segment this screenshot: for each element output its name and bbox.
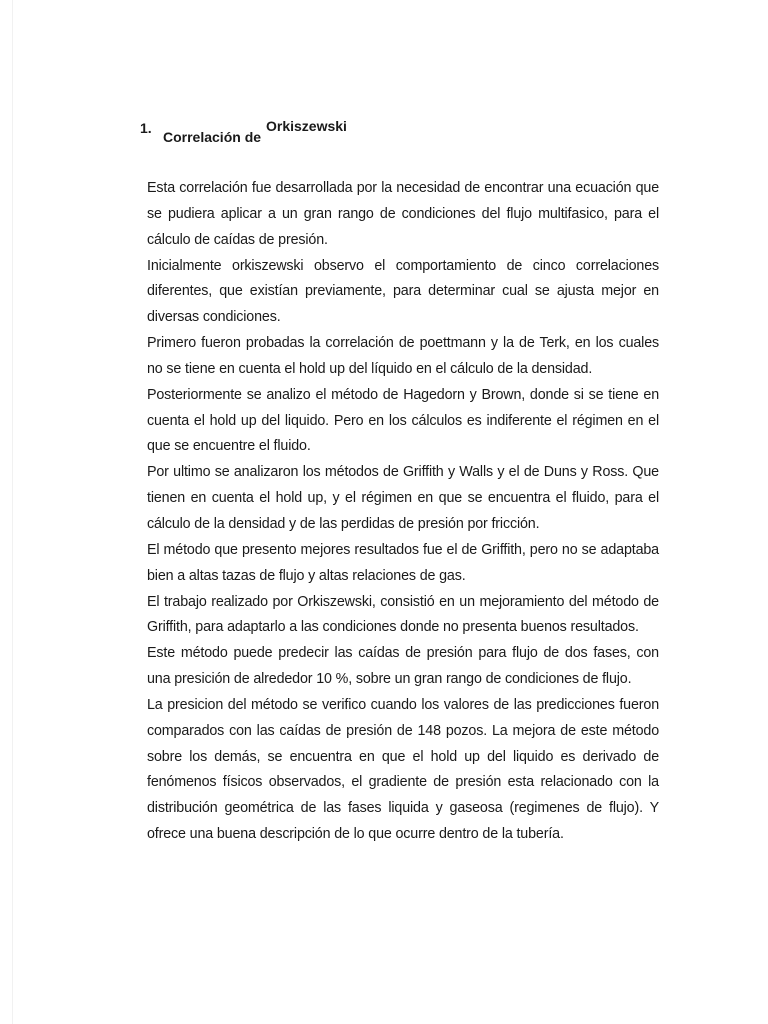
- paragraph: Esta correlación fue desarrollada por la necesidad de encontrar una ecuación que se pudiera aplicar a un gran rango de condiciones del flujo multifasico, para el cálculo de caídas de presión.: [147, 180, 659, 248]
- page-edge-divider: [12, 0, 13, 1024]
- section-number: 1.: [140, 120, 152, 136]
- paragraph: Primero fueron probadas la correlación de poettmann y la de Terk, en los cuales no se tiene en cuenta el hold up del líquido en el cálculo de la densidad.: [147, 335, 659, 377]
- paragraph: Posteriormente se analizo el método de Hagedorn y Brown, donde si se tiene en cuenta el hold up del liquido. Pero en los cálculos es indiferente el régimen en el que se encuentre el fluido.: [147, 386, 659, 455]
- body-text: [147, 176, 659, 848]
- paragraph: Por ultimo se analizaron los métodos de Griffith y Walls y el de Duns y Ross. Que tienen en cuenta el hold up, y el régimen en que se encuentra el fluido, para el cálculo de la densidad y de las perdidas de presión por fricción.: [147, 464, 659, 532]
- paragraph: Inicialmente orkiszewski observo el comportamiento de cinco correlaciones diferentes, que existían previamente, para determinar cual se ajusta mejor en diversas condiciones.: [147, 257, 659, 326]
- section-heading: [140, 118, 560, 158]
- paragraph: Este método puede predecir las caídas de presión para flujo de dos fases, con una presición de alrededor 10 %, sobre un gran rango de condiciones de flujo.: [147, 645, 659, 688]
- paragraph: El método que presento mejores resultados fue el de Griffith, pero no se adaptaba bien a altas tazas de flujo y altas relaciones de gas.: [147, 541, 659, 584]
- paragraph: El trabajo realizado por Orkiszewski, consistió en un mejoramiento del método de Griffith, para adaptarlo a las condiciones donde no presenta buenos resultados.: [147, 593, 659, 636]
- paragraph: La presicion del método se verifico cuando los valores de las predicciones fueron comparados con las caídas de presión de 148 pozos. La mejora de este método sobre los demás, se encuentra en que el hold up del liquido es derivado de fenómenos físicos observados, el gradiente de presión esta relacionado con la distribución geométrica de las fases liquida y gaseosa (regimenes de flujo). Y ofrece una buena descripción de lo que ocurre dentro de la tubería.: [147, 696, 659, 843]
- section-title-name: Orkiszewski: [266, 118, 347, 134]
- section-title: Correlación de: [163, 129, 262, 145]
